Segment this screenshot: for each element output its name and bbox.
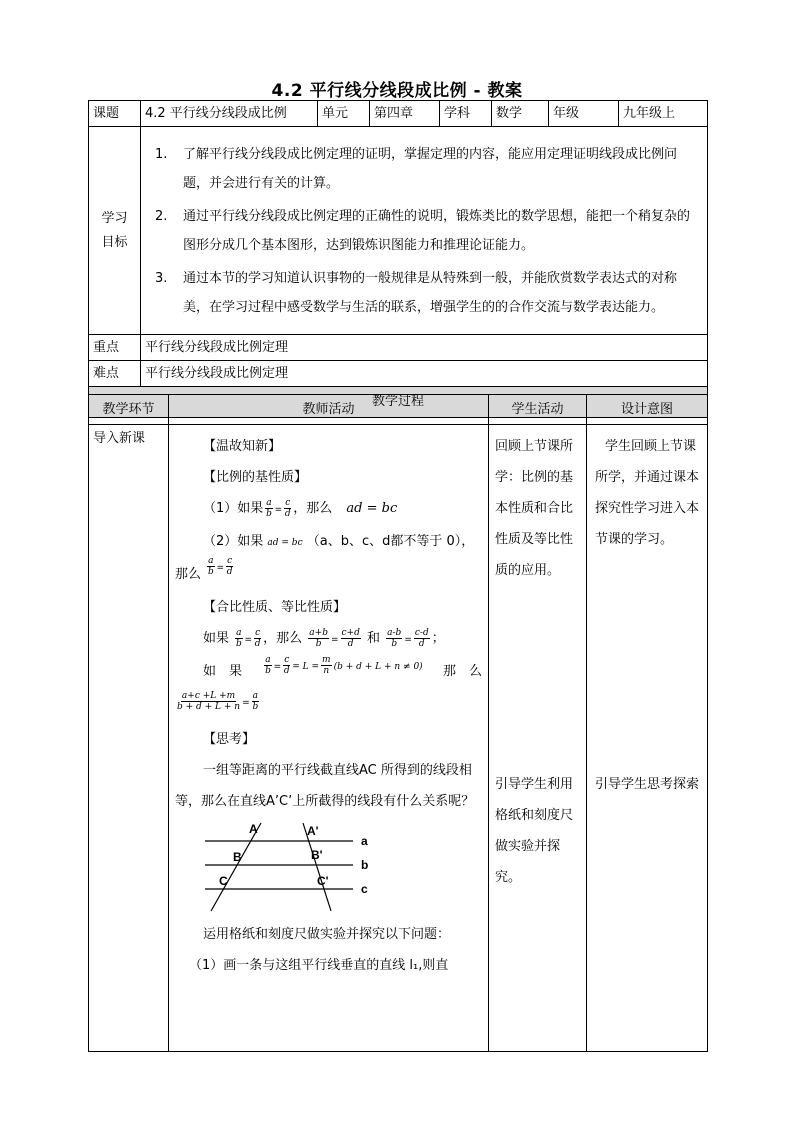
- goals-label: 学习目标: [89, 127, 141, 335]
- design-intent-2: 引导学生思考探索: [595, 777, 700, 792]
- lesson-plan-table: [88, 100, 708, 418]
- unit-value: 第四章: [370, 101, 440, 127]
- teacher-activity: [169, 425, 489, 1052]
- explore-step-1: （1）画一条与这组平行线垂直的直线 l₁,则直: [189, 958, 449, 973]
- fraction: $\frac{a+c +L +m}{b + d + L + n}$: [177, 691, 241, 712]
- process-table: [88, 394, 708, 1052]
- basic-prop-2: （2）如果 ad = bc （a、b、c、d都不等于 0），: [203, 534, 475, 549]
- column-header-row: [89, 395, 708, 425]
- fraction: $\frac{c+d}{d}$: [341, 628, 360, 649]
- unit-label: 单元: [318, 101, 370, 127]
- difficulty-label: 难点: [89, 361, 141, 387]
- stage-cell: 导入新课: [89, 425, 169, 1052]
- line-AC: [211, 823, 261, 911]
- equal-prop-formula: $\frac{a}{b}$ = $\frac{c}{d}$ = L = $\frac{m}{n}$ (b + d + L + n ≠ 0): [265, 655, 423, 676]
- info-row: [89, 101, 708, 127]
- label-a: a: [361, 834, 368, 848]
- col-teacher-header: 教师活动: [169, 395, 489, 425]
- lesson-row: [89, 425, 708, 1052]
- student-activity: [489, 425, 587, 1052]
- design-intent: [587, 425, 708, 1052]
- think-text: 一组等距离的平行线截直线AC 所得到的线段相等，那么在直线A’C’上所截得的线段有什么关系呢？: [175, 763, 475, 809]
- combo-prop: 如果 $\frac{a}{b}$ = $\frac{c}{d}$ ，那么 $\frac{a+b}{b}$ = $\frac{c+d}{d}$ 和 $\frac{a-b}{b}$ = $\frac{c-d}{d}$ ；: [203, 628, 445, 649]
- col-intent-header: 设计意图: [587, 395, 708, 425]
- fraction: $\frac{a}{b}$: [266, 498, 272, 519]
- review-heading: 【温故知新】: [203, 439, 282, 454]
- col-student-header: 学生活动: [489, 395, 587, 425]
- fraction: $\frac{c-d}{d}$: [414, 628, 429, 649]
- label-C: C: [219, 874, 228, 888]
- goal-item: 3. 通过本节的学习知道认识事物的一般规律是从特殊到一般，并能欣赏数学表达式的对称美，在学习过程中感受数学与生活的联系，增强学生的的合作交流与数学表达能力。: [155, 270, 678, 315]
- basic-prop-1: （1）如果 $\frac{a}{b}$ = $\frac{c}{d}$ ，那么 ad = bc: [203, 498, 398, 519]
- label-B2: B': [311, 848, 323, 862]
- goal-item: 2. 通过平行线分线段成比例定理的正确性的说明，锻炼类比的数学思想，能把一个稍复杂的图形分成几个基本图形，达到锻炼识图能力和推理论证能力。: [155, 208, 691, 253]
- process-header: 教学过程: [89, 387, 708, 418]
- difficulty-row: [89, 361, 708, 387]
- label-B: B: [233, 850, 242, 864]
- parallel-lines-figure: [175, 821, 482, 917]
- design-intent-1: 学生回顾上节课所学，并通过课本探究性学习进入本节课的学习。: [595, 439, 700, 547]
- fraction: $\frac{a}{b}$: [252, 691, 259, 712]
- col-stage-header: 教学环节: [89, 395, 169, 425]
- fraction: $\frac{c}{d}$: [284, 498, 291, 519]
- label-A: A: [249, 822, 258, 836]
- fraction: $\frac{a}{b}$: [207, 556, 214, 577]
- basic-prop-2-then: 那么 $\frac{a}{b}$ = $\frac{c}{d}$: [175, 556, 233, 582]
- grade-value: 九年级上: [619, 101, 708, 127]
- grade-label: 年级: [549, 101, 619, 127]
- goals-row: [89, 127, 708, 335]
- page-title: 4.2 平行线分线段成比例 - 教案: [271, 81, 523, 101]
- key-point-value: 平行线分线段成比例定理: [141, 335, 708, 361]
- subject-value: 4.2 平行线分线段成比例: [141, 101, 318, 127]
- fraction: $\frac{c}{d}$: [226, 556, 233, 577]
- equal-prop-result: $\frac{a+c +L +m}{b + d + L + n}$ = $\frac{a}{b}$: [177, 691, 259, 712]
- equal-prop: 如 果 $\frac{a}{b}$ = $\frac{c}{d}$ = L = $\frac{m}{n}$ (b + d + L + n ≠ 0) 那 么: [175, 656, 482, 689]
- fraction: $\frac{c}{d}$: [254, 628, 261, 649]
- explore-text: 运用格纸和刻度尺做实验并探究以下问题：: [203, 927, 451, 942]
- basic-heading: 【比例的基性质】: [203, 470, 308, 485]
- difficulty-value: 平行线分线段成比例定理: [141, 361, 708, 387]
- label-C2: C': [317, 874, 329, 888]
- key-point-row: [89, 335, 708, 361]
- goals-content: [141, 127, 708, 335]
- fraction: $\frac{a}{b}$: [235, 628, 242, 649]
- discipline-label: 学科: [440, 101, 492, 127]
- discipline-value: 数学: [492, 101, 549, 127]
- student-activity-1: 回顾上节课所学：比例的基本性质和合比性质及等比性质的应用。: [495, 439, 574, 578]
- combo-heading: 【合比性质、等比性质】: [203, 600, 347, 615]
- label-A2: A': [307, 824, 319, 838]
- label-c: c: [361, 882, 368, 896]
- key-point-label: 重点: [89, 335, 141, 361]
- think-heading: 【思考】: [203, 732, 256, 747]
- fraction: $\frac{a+b}{b}$: [309, 628, 328, 649]
- goal-item: 1. 了解平行线分线段成比例定理的证明，掌握定理的内容，能应用定理证明线段成比例问题，并会进行有关的计算。: [155, 146, 678, 191]
- student-activity-2: 引导学生利用格纸和刻度尺做实验并探究。: [495, 777, 574, 885]
- label-b: b: [361, 858, 369, 872]
- parallel-lines-diagram: [203, 821, 383, 917]
- subject-label: 课题: [89, 101, 141, 127]
- fraction: $\frac{a-b}{b}$: [387, 628, 402, 649]
